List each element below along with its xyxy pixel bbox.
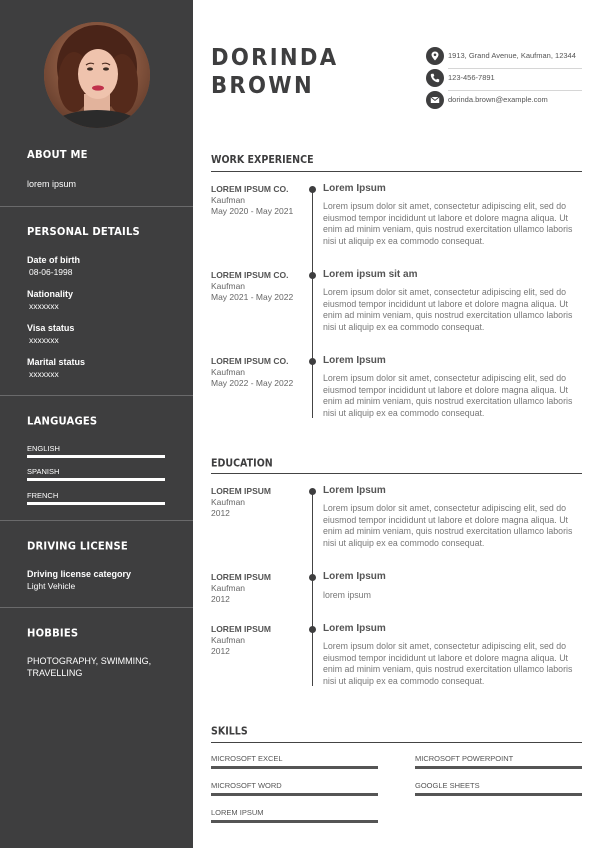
skill-level-bar: [211, 766, 378, 769]
skill-level-bar: [211, 793, 378, 796]
entry-organization: LOREM IPSUM: [211, 572, 271, 582]
entry-location: Kaufman: [211, 635, 246, 645]
phone-icon: [426, 69, 444, 87]
skill-name: LOREM IPSUM: [211, 808, 264, 817]
contact-email: [426, 91, 582, 113]
languages-title: LANGUAGES: [27, 415, 98, 428]
last-name: BROWN: [211, 73, 314, 99]
visa-label: Visa status: [27, 323, 75, 333]
entry-title: Lorem Ipsum: [323, 485, 386, 496]
entry-description: Lorem ipsum dolor sit amet, consectetur adipiscing elit, sed do eiusmod tempor incididunt ut labore et dolore magna aliqua. Ut enim ad minim veniam, quis nostrud exercitation ullamco laboris nisi ut aliquip ex ea commodo consequat.: [323, 373, 573, 418]
timeline-dot: [309, 626, 316, 633]
language-level-bar: [27, 502, 165, 505]
entry-organization: LOREM IPSUM CO.: [211, 184, 289, 194]
entry-organization: LOREM IPSUM: [211, 624, 271, 634]
first-name: DORINDA: [211, 45, 339, 71]
language-level-bar: [27, 478, 165, 481]
skill-level-bar: [415, 766, 582, 769]
hobbies-line: TRAVELLING: [27, 668, 83, 678]
entry-dates: 2012: [211, 508, 230, 518]
nationality-value: xxxxxxx: [29, 301, 59, 311]
entry-title: Lorem Ipsum: [323, 623, 386, 634]
entry-dates: 2012: [211, 594, 230, 604]
timeline-dot: [309, 488, 316, 495]
mail-icon: [426, 91, 444, 109]
section-rule: [211, 473, 582, 474]
entry-title: Lorem ipsum sit am: [323, 269, 418, 280]
skill-name: GOOGLE SHEETS: [415, 781, 480, 790]
driving-license-label: Driving license category: [27, 569, 132, 579]
entry-description: Lorem ipsum dolor sit amet, consectetur adipiscing elit, sed do eiusmod tempor incididunt ut labore et dolore magna aliqua. Ut enim ad minim veniam, quis nostrud exercitation ullamco laboris nisi ut aliquip ex ea commodo consequat.: [323, 641, 573, 686]
work-experience-title: WORK EXPERIENCE: [211, 154, 314, 167]
education-title: EDUCATION: [211, 457, 273, 470]
entry-dates: May 2022 - May 2022: [211, 378, 294, 388]
entry-description: Lorem ipsum dolor sit amet, consectetur adipiscing elit, sed do eiusmod tempor incididunt ut labore et dolore magna aliqua. Ut enim ad minim veniam, quis nostrud exercitation ullamco laboris nisi ut aliquip ex ea commodo consequat.: [323, 503, 573, 548]
entry-dates: May 2021 - May 2022: [211, 292, 294, 302]
entry-title: Lorem Ipsum: [323, 355, 386, 366]
address-text: 1913, Grand Avenue, Kaufman, 12344: [448, 51, 576, 60]
entry-location: Kaufman: [211, 497, 246, 507]
entry-organization: LOREM IPSUM: [211, 486, 271, 496]
skill-name: MICROSOFT EXCEL: [211, 754, 283, 763]
marital-label: Marital status: [27, 357, 86, 367]
driving-license-value: Light Vehicle: [27, 581, 76, 591]
skill-name: MICROSOFT POWERPOINT: [415, 754, 514, 763]
personal-details-title: PERSONAL DETAILS: [27, 226, 140, 239]
entry-location: Kaufman: [211, 281, 246, 291]
dob-value: 08-06-1998: [29, 267, 73, 277]
email-text: dorinda.brown@example.com: [448, 95, 548, 104]
marital-value: xxxxxxx: [29, 369, 59, 379]
skill-name: MICROSOFT WORD: [211, 781, 282, 790]
entry-description: Lorem ipsum dolor sit amet, consectetur adipiscing elit, sed do eiusmod tempor incididunt ut labore et dolore magna aliqua. Ut enim ad minim veniam, quis nostrud exercitation ullamco laboris nisi ut aliquip ex ea commodo consequat.: [323, 201, 573, 246]
timeline-dot: [309, 574, 316, 581]
language-name: FRENCH: [27, 491, 59, 500]
portrait-photo: [44, 22, 150, 128]
divider: [0, 206, 193, 207]
entry-organization: LOREM IPSUM CO.: [211, 270, 289, 280]
language-level-bar: [27, 455, 165, 458]
dob-label: Date of birth: [27, 255, 80, 265]
entry-organization: LOREM IPSUM CO.: [211, 356, 289, 366]
map-pin-icon: [426, 47, 444, 65]
entry-title: Lorem Ipsum: [323, 571, 386, 582]
contact-address: [426, 47, 582, 69]
work-timeline: [312, 188, 313, 418]
divider: [0, 395, 193, 396]
education-timeline: [312, 490, 313, 686]
entry-dates: May 2020 - May 2021: [211, 206, 294, 216]
language-name: ENGLISH: [27, 444, 60, 453]
timeline-dot: [309, 272, 316, 279]
entry-dates: 2012: [211, 646, 230, 656]
about-title: ABOUT ME: [27, 149, 88, 162]
entry-location: Kaufman: [211, 195, 246, 205]
driving-license-title: DRIVING LICENSE: [27, 540, 128, 553]
about-text: lorem ipsum: [27, 179, 77, 189]
entry-title: Lorem Ipsum: [323, 183, 386, 194]
avatar: [44, 22, 150, 128]
phone-text: 123-456-7891: [448, 73, 495, 82]
contact-phone: [426, 69, 582, 91]
hobbies-title: HOBBIES: [27, 627, 79, 640]
sidebar: [0, 0, 193, 848]
entry-description: lorem ipsum: [323, 590, 371, 600]
timeline-dot: [309, 358, 316, 365]
nationality-label: Nationality: [27, 289, 74, 299]
entry-location: Kaufman: [211, 367, 246, 377]
skill-level-bar: [211, 820, 378, 823]
hobbies-line: PHOTOGRAPHY, SWIMMING,: [27, 656, 152, 666]
skill-level-bar: [415, 793, 582, 796]
section-rule: [211, 742, 582, 743]
entry-location: Kaufman: [211, 583, 246, 593]
section-rule: [211, 171, 582, 172]
divider: [0, 520, 193, 521]
visa-value: xxxxxxx: [29, 335, 59, 345]
divider: [0, 607, 193, 608]
skills-title: SKILLS: [211, 725, 248, 738]
entry-description: Lorem ipsum dolor sit amet, consectetur adipiscing elit, sed do eiusmod tempor incididunt ut labore et dolore magna aliqua. Ut enim ad minim veniam, quis nostrud exercitation ullamco laboris nisi ut aliquip ex ea commodo consequat.: [323, 287, 573, 332]
language-name: SPANISH: [27, 467, 60, 476]
timeline-dot: [309, 186, 316, 193]
